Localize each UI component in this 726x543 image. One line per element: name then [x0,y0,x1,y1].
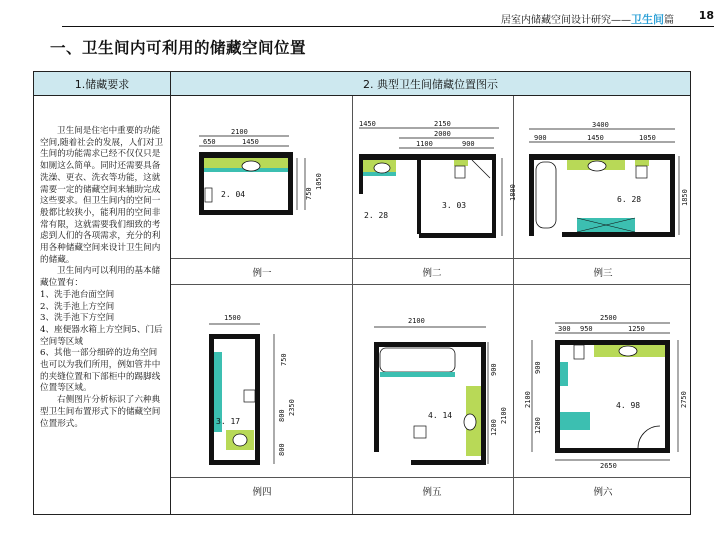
wall [288,152,293,215]
area-label: 4. 14 [428,411,453,420]
sink-icon [242,161,260,171]
col2-header: 2. 典型卫生间储藏位置图示 [171,72,690,96]
storage-shelf [560,362,568,386]
dim-label: 1100 [416,140,433,148]
caption-example-3: 例三 [593,268,613,279]
floorplan-example-3 [517,120,687,256]
list-item: 3、洗手池下方空间 [40,313,115,324]
dim-label: 750 [280,353,288,366]
area-label: 4. 98 [616,401,641,410]
area-label: 2. 28 [364,211,389,220]
partition-wall [417,160,421,234]
toilet-icon [455,166,465,178]
caption-example-5: 例五 [422,487,442,498]
storage-cabinet [560,412,590,430]
wall [529,154,534,236]
dim-label: 3400 [592,121,609,129]
dim-label: 800 [278,443,286,456]
dim-label: 2000 [434,130,451,138]
section-title: 一、卫生间内可利用的储藏空间位置 [50,39,307,57]
toilet-icon [414,426,426,438]
dim-label: 900 [534,134,547,142]
door-swing-icon [472,160,490,178]
dim-label: 900 [462,140,475,148]
requirements-text [40,126,164,430]
header-title: 居室内储藏空间设计研究——卫生间篇 [501,13,674,26]
storage-ledge [380,372,455,377]
wall [555,448,670,453]
dim-label: 900 [490,363,498,376]
floorplan-example-5 [356,314,506,472]
list-item: 6、其他一部分细碎的边角空间也可以为我们所用，例如管井中的夹缝位置和下部柜中的踢脚线位置等区域。 [40,348,161,394]
wall [359,154,363,194]
bathtub-icon [380,348,455,372]
col1-header: 1.储藏要求 [34,72,171,96]
toilet-icon [636,166,647,178]
floorplan-example-1 [179,130,349,255]
caption-example-1: 例一 [252,268,272,279]
sink-icon [619,346,637,356]
area-label: 2. 04 [221,190,246,199]
grid-divider [171,258,690,259]
grid-divider [171,477,690,478]
dim-label: 1050 [639,134,656,142]
requirements-column [34,96,171,514]
wall [374,342,486,347]
bathtub-icon [536,162,556,228]
dim-label: 2500 [600,314,617,322]
storage-tank-top [635,160,649,166]
dim-label: 1450 [242,138,259,146]
dim-label: 2350 [288,399,296,416]
wall [529,154,675,160]
caption-example-2: 例二 [422,268,442,279]
wall [255,334,260,464]
dim-label: 1250 [628,325,645,333]
dim-label: 1450 [359,120,376,128]
list-item: 1、洗手池台面空间 [40,289,115,300]
area-label: 3. 17 [216,417,241,426]
wall [209,334,260,339]
dim-label: 950 [580,325,593,333]
dim-label: 1450 [587,134,604,142]
sink-icon [374,163,390,173]
content-table [33,71,691,515]
dim-label: 2100 [500,407,508,424]
list-item: 2、洗手池上方空间 [40,301,115,312]
sink-icon [464,414,476,430]
paragraph: 右侧图片分析标识了六种典型卫生间布置形式下的储藏空间位置形式。 [40,395,161,429]
dim-label: 2750 [680,391,688,408]
wall [209,334,214,464]
wall [199,210,293,215]
dim-label: 2650 [600,462,617,470]
dim-label: 300 [558,325,571,333]
toilet-icon [244,390,255,402]
wall [481,342,486,464]
dim-label: 1850 [681,189,689,206]
dim-label: 2150 [434,120,451,128]
wall [209,460,260,465]
floorplan-example-6 [520,312,690,472]
wall [359,154,496,160]
wall [199,152,204,214]
sink-icon [588,161,606,171]
wall [555,340,560,450]
sink-icon [233,434,247,446]
dim-label: 900 [534,361,542,374]
area-label: 6. 28 [617,195,642,204]
dim-label: 1500 [224,314,241,322]
page-number: 18 [698,9,714,22]
dim-label: 1050 [315,173,323,190]
toilet-icon [205,188,212,202]
paragraph: 卫生间是住宅中重要的功能空间,随着社会的发展，人们对卫生间的功能需求已经不仅仅只是如厕这么简单。同时还需要具备洗澡、更衣、洗衣等功能，这就需要一定的储藏空间来辅助完成这些要求。但卫生间内的空间一般都比较狭小，能利用的空间非常有限，这就需要我们细致的考虑到人们的各项需求，充分的利用各种储藏空间来设计卫生间内的储藏。 [40,126,164,265]
list-item: 4、座便器水箱上方空间5、门后空间等区域 [40,324,163,347]
dim-label: 1200 [534,417,542,434]
storage-tank-top [454,160,468,166]
dim-label: 800 [278,409,286,422]
paragraph: 卫生间内可以利用的基本储藏位置有： [40,266,161,289]
dim-label: 2100 [408,317,425,325]
wall [419,233,496,238]
dim-label: 2100 [231,128,248,136]
caption-example-4: 例四 [252,487,272,498]
floorplan-example-4 [194,312,334,472]
wall [670,154,675,236]
wall [562,232,675,237]
door-swing-icon [638,426,660,448]
page-header [62,4,714,27]
dim-label: 650 [203,138,216,146]
dim-label: 2100 [524,391,532,408]
dim-label: 1200 [490,419,498,436]
wall [555,340,670,345]
toilet-icon [574,345,584,359]
caption-example-6: 例六 [593,487,613,498]
dim-label: 1800 [509,184,517,201]
area-label: 3. 03 [442,201,467,210]
grid-divider [513,96,514,514]
wall [374,342,379,452]
wall [199,152,293,158]
floorplan-example-2 [354,118,517,256]
grid-divider [171,284,690,285]
wall [665,340,670,452]
grid-divider [352,96,353,514]
wall [411,460,486,465]
dim-label: 750 [305,187,313,200]
wall [492,154,496,238]
